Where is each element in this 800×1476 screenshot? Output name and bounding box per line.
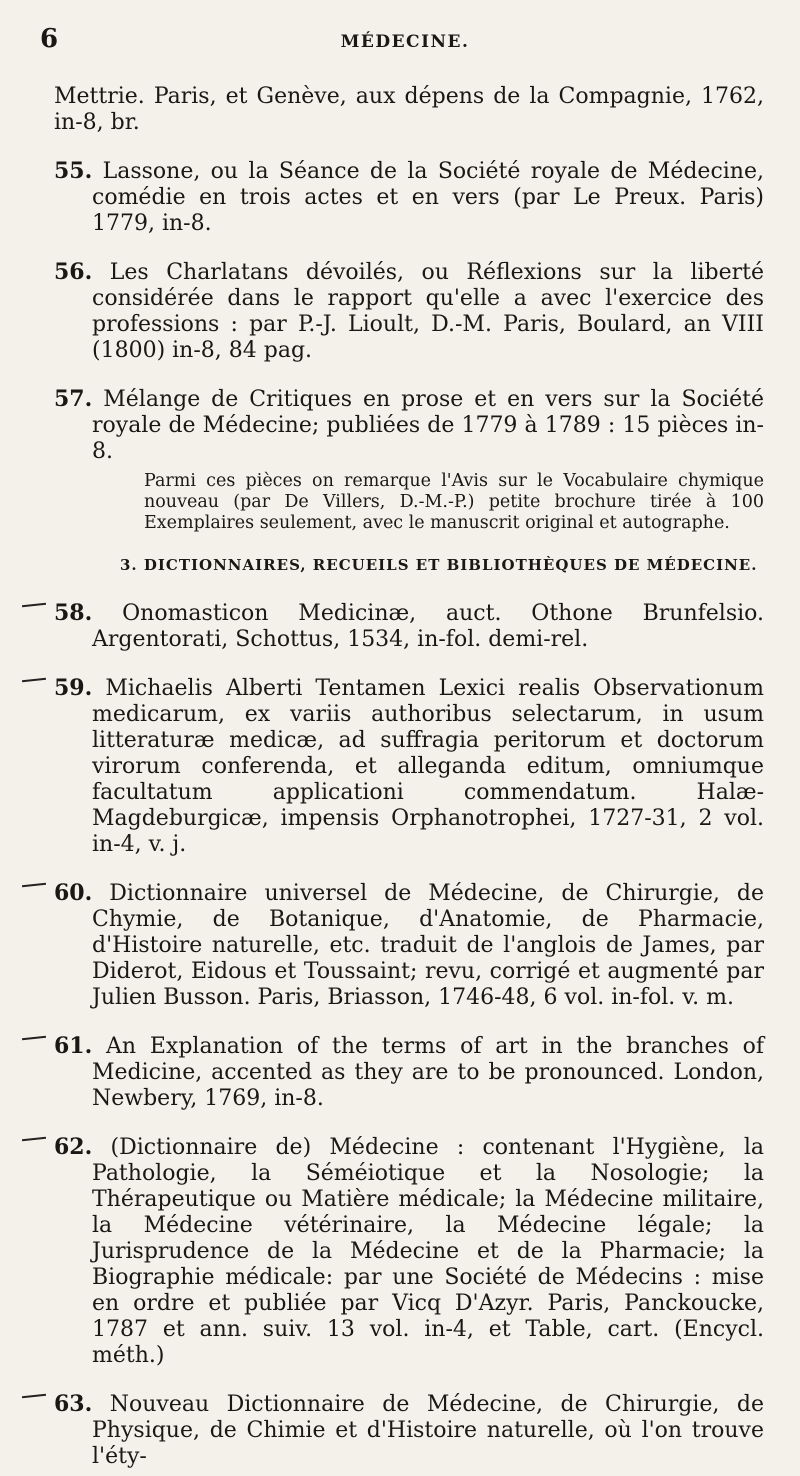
entry-58 [54, 600, 764, 653]
entry-number: 62. [54, 1134, 93, 1160]
entry-number: 60. [54, 880, 93, 906]
running-head: MÉDECINE. [340, 32, 470, 52]
margin-dash-mark [22, 1394, 46, 1398]
entry-62 [54, 1134, 764, 1369]
entry-number: 58. [54, 600, 93, 626]
entry-text: Lassone, ou la Séance de la Société royale de Médecine, comédie en trois actes et en vers (par Le Preux. Paris) 1779, in-8. [92, 159, 764, 236]
entry-number: 55. [54, 158, 93, 184]
entry-number: 61. [54, 1033, 93, 1059]
entry-57-note: Parmi ces pièces on remarque l'Avis sur le Vocabulaire chymique nouveau (par De Villers, D.-M.-P.) petite brochure tirée à 100 Exemplaires seulement, avec le manuscrit original et autographe. [144, 471, 764, 533]
entry-56 [54, 259, 764, 364]
margin-dash-mark [22, 678, 46, 682]
margin-dash-mark [22, 1036, 46, 1040]
entry-number: 59. [54, 675, 93, 701]
entry-text: An Explanation of the terms of art in the branches of Medicine, accented as they are to be pronounced. London, Newbery, 1769, in-8. [92, 1034, 764, 1111]
margin-dash-mark [22, 603, 46, 607]
margin-dash-mark [22, 883, 46, 887]
entry-text: Mettrie. Paris, et Genève, aux dépens de la Compagnie, 1762, in-8, br. [54, 84, 764, 135]
entry-text: Dictionnaire universel de Médecine, de Chirurgie, de Chymie, de Botanique, d'Anatomie, de Pharmacie, d'Histoire naturelle, etc. traduit de l'anglois de James, par Diderot, Eidous et Toussaint; revu, corrigé et augmenté par Julien Busson. Paris, Briasson, 1746-48, 6 vol. in-fol. v. m. [92, 881, 765, 1010]
entry-text: Michaelis Alberti Tentamen Lexici realis Observationum medicarum, ex variis authoribus selectarum, in usum litteraturæ medicæ, ad suffragia peritorum et doctorum virorum conferenda, et alleganda editum, omniumque facultatum applicationi commendatum. Halæ-Magdeburgicæ, impensis Orphanotrophei, 1727-31, 2 vol. in-4, v. j. [92, 676, 764, 857]
entry-text: Onomasticon Medicinæ, auct. Othone Brunfelsio. Argentorati, Schottus, 1534, in-fol. demi-rel. [92, 601, 764, 652]
entry-number: 63. [54, 1391, 93, 1417]
page-header [40, 24, 770, 58]
entry-63 [54, 1391, 764, 1470]
entry-60 [54, 880, 764, 1011]
entry-continuation [54, 84, 764, 136]
entry-text: Nouveau Dictionnaire de Médecine, de Chirurgie, de Physique, de Chimie et d'Histoire naturelle, où l'on trouve l'éty- [92, 1392, 764, 1469]
page-number: 6 [40, 24, 59, 54]
entry-59 [54, 675, 764, 858]
entry-text: Mélange de Critiques en prose et en vers sur la Société royale de Médecine; publiées de 1779 à 1789 : 15 pièces in-8. [92, 387, 765, 464]
entry-61 [54, 1033, 764, 1112]
entry-text: Les Charlatans dévoilés, ou Réflexions sur la liberté considérée dans le rapport qu'elle a avec l'exercice des professions : par P.-J. Lioult, D.-M. Paris, Boulard, an VIII (1800) in-8, 84 pag. [92, 260, 764, 363]
margin-dash-mark [22, 1137, 46, 1141]
entry-text: (Dictionnaire de) Médecine : contenant l'Hygiène, la Pathologie, la Séméiotique et la Nosologie; la Thérapeutique ou Matière médicale; la Médecine militaire, la Médecine vétérinaire, la Médecine légale; la Jurisprudence de la Médecine et de la Pharmacie; la Biographie médicale: par une Société de Médecins : mise en ordre et publiée par Vicq D'Azyr. Paris, Panckoucke, 1787 et ann. suiv. 13 vol. in-4, et Table, cart. (Encycl. méth.) [92, 1135, 764, 1368]
entry-number: 57. [54, 386, 93, 412]
entry-57 [54, 386, 764, 465]
page-body [54, 62, 764, 1476]
entry-55 [54, 158, 764, 237]
entry-number: 56. [54, 259, 93, 285]
section-heading: 3. DICTIONNAIRES, RECUEILS ET BIBLIOTHÈQUES DE MÉDECINE. [120, 556, 758, 574]
